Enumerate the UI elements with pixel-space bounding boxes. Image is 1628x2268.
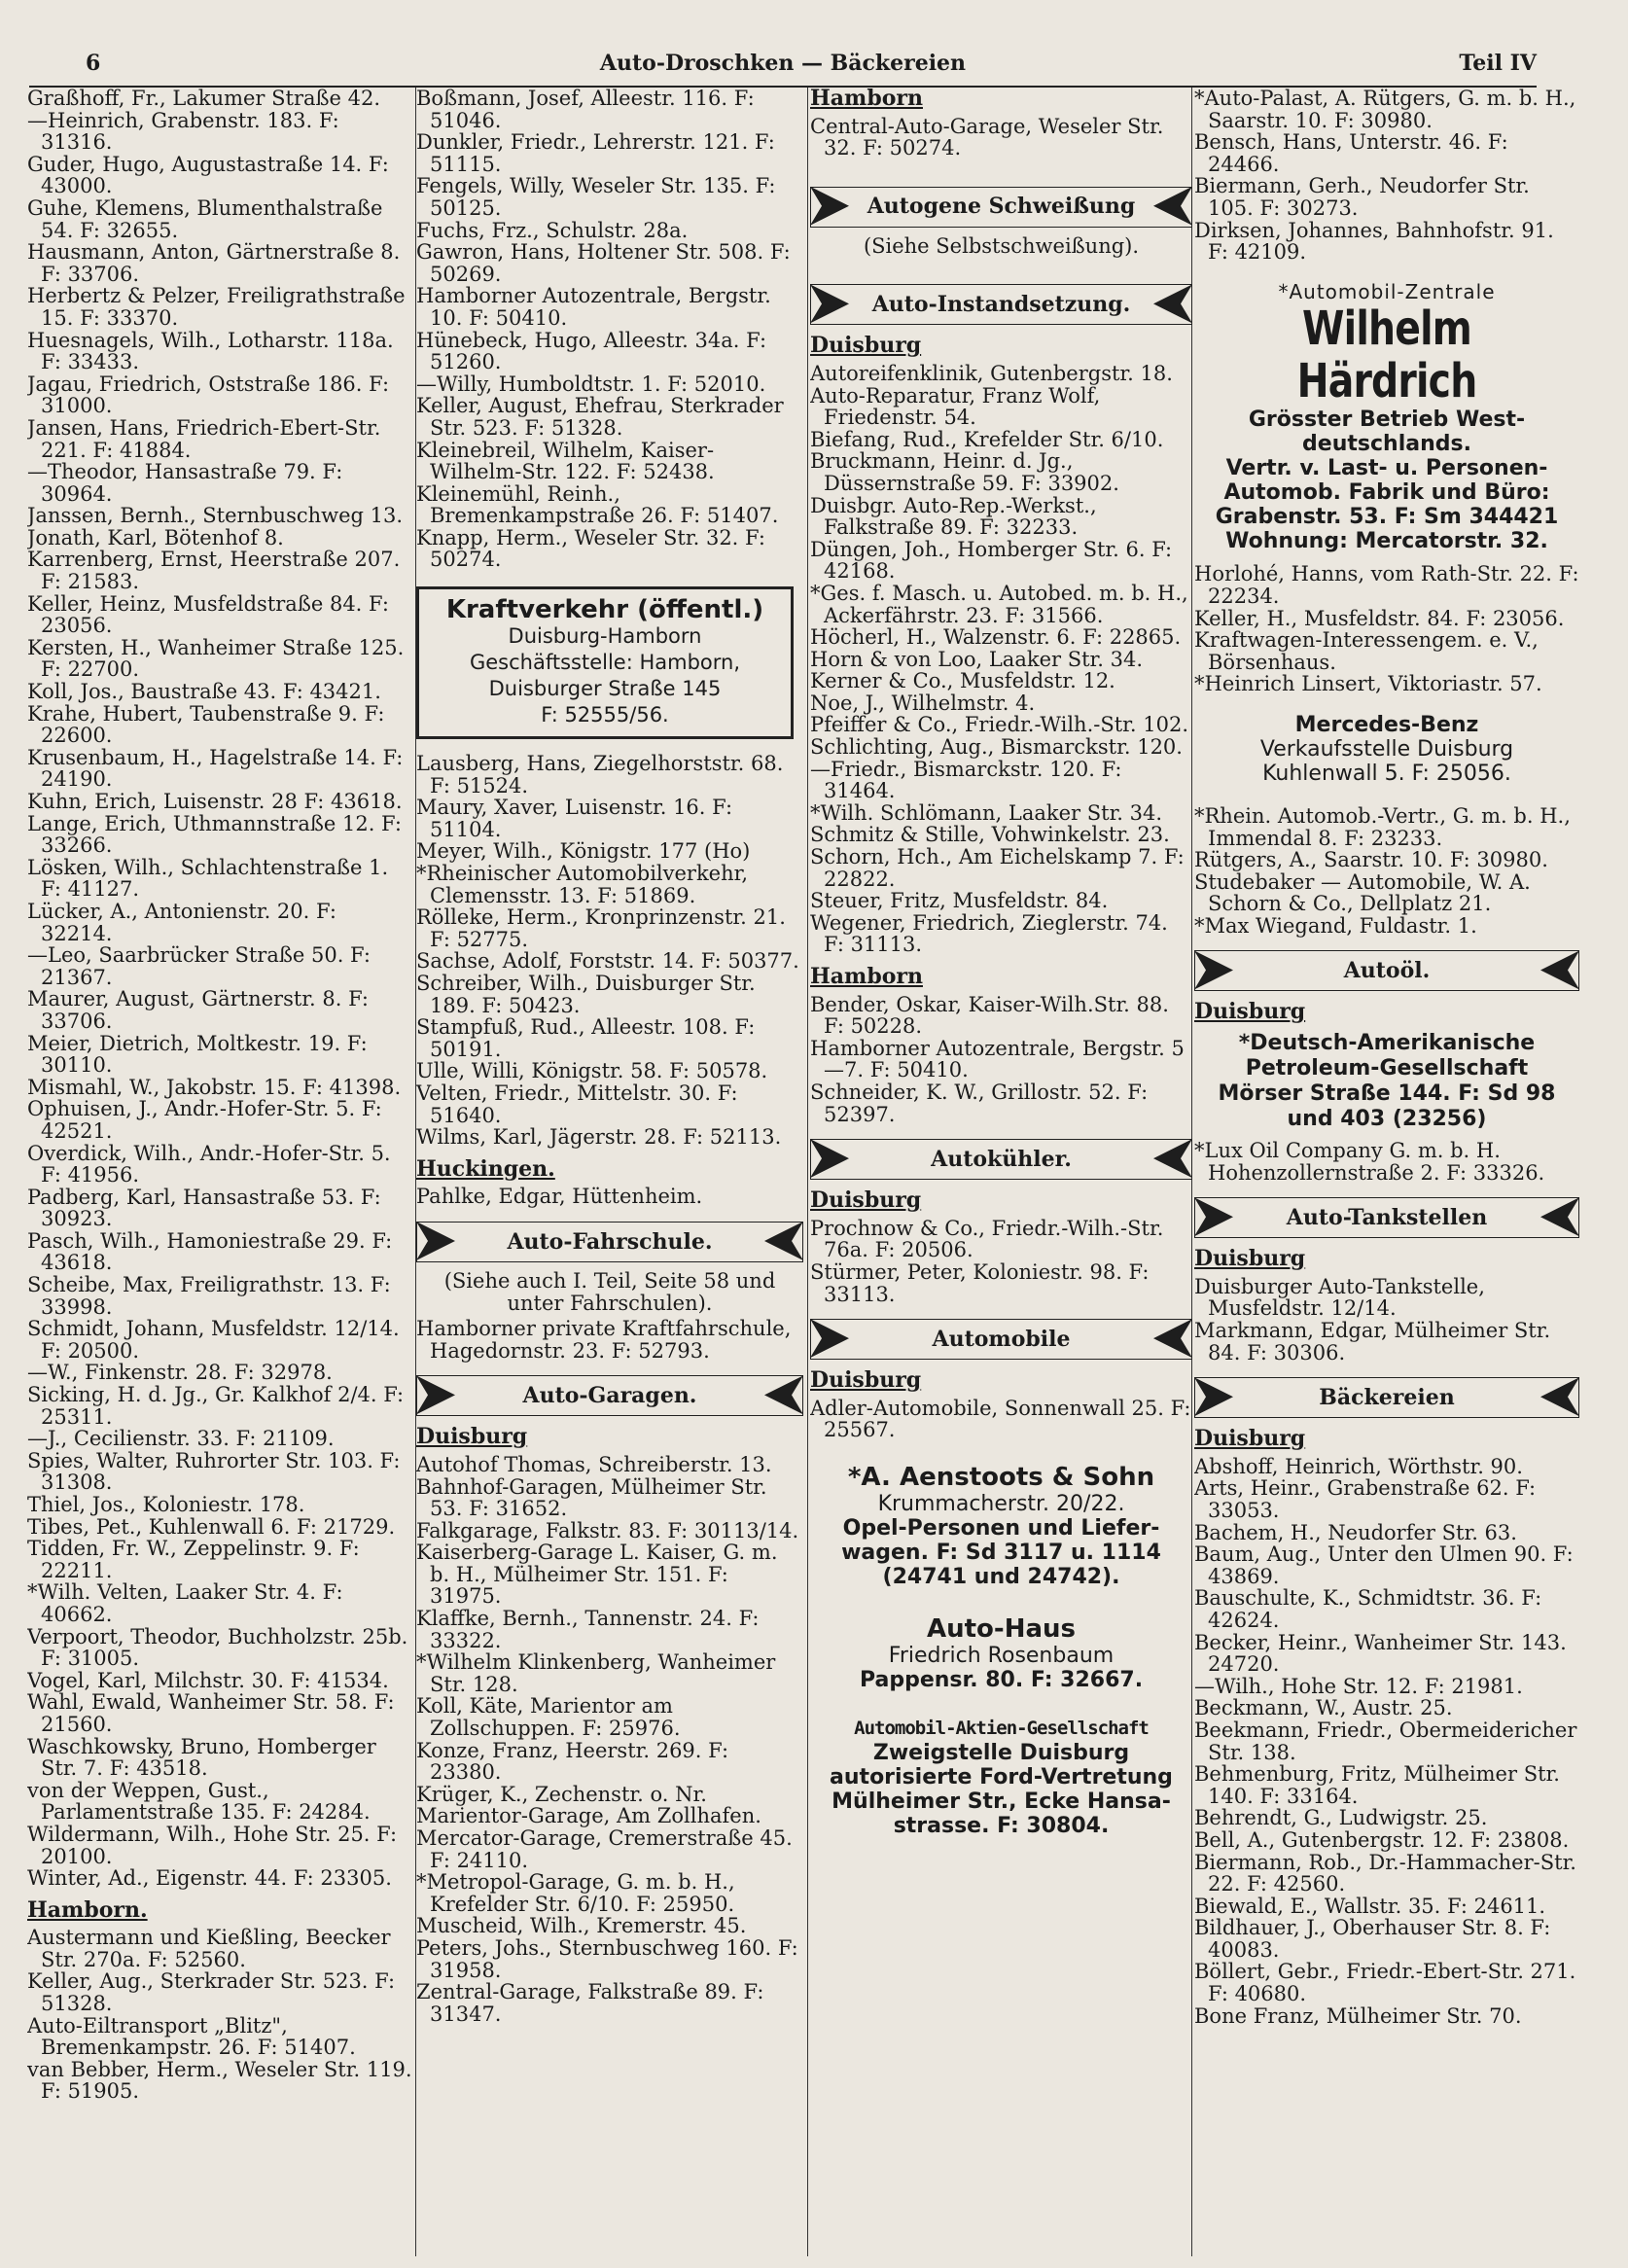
directory-entry: Huesnagels, Wilh., Lotharstr. 118a. F: 33433. bbox=[27, 328, 394, 374]
directory-entry: Dunkler, Friedr., Lehrerstr. 121. F: 51115. bbox=[416, 130, 775, 176]
directory-entry: Meyer, Wilh., Königstr. 177 (Ho) bbox=[416, 839, 751, 864]
directory-entry: Velten, Friedr., Mittelstr. 30. F: 51640. bbox=[416, 1081, 738, 1127]
directory-entry: Janssen, Bernh., Sternbuschweg 13. bbox=[27, 504, 404, 528]
directory-entry: Schmitz & Stille, Vohwinkelstr. 23. bbox=[810, 823, 1170, 847]
directory-entry: *Ges. f. Masch. u. Autobed. m. b. H., Ackerfährstr. 23. F: 31566. bbox=[810, 581, 1188, 627]
bow-ornament-icon bbox=[810, 1319, 849, 1358]
directory-entry: *Wilhelm Klinkenberg, Wanheimer Str. 128. bbox=[416, 1650, 776, 1696]
directory-entry: Jonath, Karl, Bötenhof 8. bbox=[27, 525, 284, 549]
ad-line: Geschäftsstelle: Hamborn, bbox=[469, 651, 741, 675]
directory-entry: —Friedr., Bismarckstr. 120. F: 31464. bbox=[810, 757, 1122, 803]
bow-ornament-icon bbox=[1153, 1319, 1192, 1358]
category-title: Bäckereien bbox=[1319, 1384, 1455, 1410]
ad-line: Automob. Fabrik und Büro: bbox=[1223, 480, 1550, 506]
directory-entry: Böllert, Gebr., Friedr.-Ebert-Str. 271. F: 40680. bbox=[1194, 1960, 1576, 2006]
directory-entry: Biermann, Rob., Dr.-Hammacher-Str. 22. F: 42560. bbox=[1194, 1850, 1576, 1896]
entry-list bbox=[416, 1454, 803, 2025]
directory-entry: Peters, Johs., Sternbuschweg 160. F: 31958. bbox=[416, 1935, 798, 1982]
bow-ornament-icon bbox=[1194, 1377, 1233, 1416]
section-heading-hamborn: Hamborn. bbox=[27, 1896, 148, 1923]
section-heading-huckingen: Huckingen. bbox=[416, 1155, 555, 1182]
directory-entry: Beckmann, W., Austr. 25. bbox=[1194, 1696, 1453, 1720]
ad-petroleum bbox=[1194, 1031, 1579, 1132]
directory-entry: Bone Franz, Mülheimer Str. 70. bbox=[1194, 2003, 1522, 2028]
section-heading-duisburg: Duisburg bbox=[1194, 999, 1306, 1025]
ad-line: Vertr. v. Last- u. Personen- bbox=[1225, 456, 1548, 481]
directory-entry: Fuchs, Frz., Schulstr. 28a. bbox=[416, 218, 689, 242]
bow-ornament-icon bbox=[1153, 187, 1192, 226]
ad-haerdrich bbox=[1194, 281, 1579, 554]
directory-entry: Boßmann, Josef, Alleestr. 116. F: 51046. bbox=[416, 88, 755, 132]
entry-list bbox=[416, 1318, 803, 1362]
directory-entry: Autohof Thomas, Schreiberstr. 13. bbox=[416, 1452, 772, 1476]
entry-list bbox=[1194, 563, 1579, 695]
ad-line: *Automobil-Zentrale bbox=[1278, 279, 1496, 303]
bow-ornament-icon bbox=[1540, 1197, 1579, 1236]
ad-line: Mülheimer Str., Ecke Hansa- bbox=[832, 1789, 1171, 1814]
directory-entry: Kersten, H., Wanheimer Straße 125. F: 22700. bbox=[27, 635, 405, 682]
directory-entry: Hamborner Autozentrale, Bergstr. 10. F: 50410. bbox=[416, 284, 771, 330]
entry-list bbox=[1194, 1140, 1579, 1184]
category-box-fahrschule bbox=[416, 1222, 803, 1262]
directory-entry: Jansen, Hans, Friedrich-Ebert-Str. 221. F: 41884. bbox=[27, 415, 381, 462]
column-1 bbox=[27, 88, 414, 2256]
entry-list bbox=[810, 994, 1192, 1126]
category-title: Autogene Schweißung bbox=[867, 194, 1136, 220]
category-title: Auto-Tankstellen bbox=[1286, 1204, 1488, 1230]
directory-entry: Behrendt, G., Ludwigstr. 25. bbox=[1194, 1806, 1488, 1830]
category-title: Autoöl. bbox=[1343, 958, 1431, 984]
directory-entry: Schneider, K. W., Grillostr. 52. F: 52397. bbox=[810, 1080, 1149, 1126]
directory-entry: Beekmann, Friedr., Obermeidericher Str. 138. bbox=[1194, 1718, 1577, 1764]
directory-entry: Overdick, Wilh., Andr.-Hofer-Str. 5. F: 41956. bbox=[27, 1141, 391, 1187]
ad-line: *Deutsch-Amerikanische bbox=[1238, 1031, 1536, 1056]
directory-entry: Schreiber, Wilh., Duisburger Str. 189. F: 50423. bbox=[416, 972, 756, 1017]
category-box-autooel bbox=[1194, 950, 1579, 991]
ad-line: Verkaufsstelle Duisburg bbox=[1259, 736, 1514, 762]
bow-ornament-icon bbox=[810, 187, 849, 226]
ad-line: F: 52555/56. bbox=[541, 703, 669, 727]
ad-line: Mörser Straße 144. F: Sd 98 bbox=[1218, 1081, 1556, 1107]
directory-entry: Duisbgr. Auto-Rep.-Werkst., Falkstraße 89. F: 32233. bbox=[810, 493, 1097, 540]
directory-entry: Stürmer, Peter, Koloniestr. 98. F: 33113. bbox=[810, 1259, 1150, 1306]
cross-reference-note: (Siehe Selbstschweißung). bbox=[863, 233, 1140, 258]
directory-entry: Duisburger Auto-Tankstelle, Musfeldstr. 12/14. bbox=[1194, 1274, 1485, 1321]
directory-entry: *Rhein. Automob.-Vertr., G. m. b. H., Immendal 8. F: 23233. bbox=[1194, 803, 1571, 850]
directory-entry: Maurer, August, Gärtnerstr. 8. F: 33706. bbox=[27, 987, 369, 1033]
directory-entry: *Lux Oil Company G. m. b. H. Hohenzollernstraße 2. F: 33326. bbox=[1194, 1139, 1545, 1185]
directory-entry: Wahl, Ewald, Wanheimer Str. 58. F: 21560. bbox=[27, 1690, 395, 1736]
directory-entry: Waschkowsky, Bruno, Homberger Str. 7. F: 43518. bbox=[27, 1734, 376, 1781]
directory-entry: Verpoort, Theodor, Buchholzstr. 25b. F: 31005. bbox=[27, 1624, 408, 1671]
directory-entry: Autoreifenklinik, Gutenbergstr. 18. bbox=[810, 361, 1173, 385]
section-heading-duisburg: Duisburg bbox=[810, 333, 922, 359]
ad-line: *A. Aenstoots & Sohn bbox=[847, 1462, 1155, 1492]
ad-aenstoots bbox=[810, 1463, 1192, 1589]
directory-entry: Rütgers, A., Saarstr. 10. F: 30980. bbox=[1194, 848, 1548, 872]
directory-entry: Horlohé, Hanns, vom Rath-Str. 22. F: 22234. bbox=[1194, 562, 1579, 608]
category-box-tankstellen bbox=[1194, 1197, 1579, 1238]
directory-entry: Thiel, Jos., Koloniestr. 178. bbox=[27, 1493, 305, 1516]
directory-entry: Bender, Oskar, Kaiser-Wilh.Str. 88. F: 50228. bbox=[810, 992, 1169, 1039]
ad-line: Duisburger Straße 145 bbox=[488, 677, 722, 701]
directory-entry: Mercator-Garage, Cremerstraße 45. F: 24110. bbox=[416, 1826, 793, 1872]
directory-entry: Graßhoff, Fr., Lakumer Straße 42. bbox=[27, 88, 381, 110]
entry-list bbox=[416, 753, 803, 1149]
directory-entry: *Heinrich Linsert, Viktoriastr. 57. bbox=[1194, 672, 1542, 696]
directory-entry: Bell, A., Gutenbergstr. 12. F: 23808. bbox=[1194, 1827, 1570, 1852]
column-4 bbox=[1194, 88, 1579, 2256]
entry-list bbox=[810, 116, 1192, 159]
ad-line: Grabenstr. 53. F: Sm 344421 bbox=[1215, 505, 1559, 530]
ad-line: wagen. F: Sd 3117 u. 1114 bbox=[841, 1540, 1161, 1565]
category-title: Auto-Instandsetzung. bbox=[871, 292, 1131, 318]
bow-ornament-icon bbox=[1153, 284, 1192, 323]
bow-ornament-icon bbox=[764, 1222, 803, 1260]
entry-list bbox=[27, 88, 414, 1890]
directory-entry: Keller, Heinz, Musfeldstraße 84. F: 23056. bbox=[27, 591, 389, 638]
ad-line: Kraftverkehr (öffentl.) bbox=[445, 595, 764, 625]
directory-entry: Tidden, Fr. W., Zeppelinstr. 9. F: 22211. bbox=[27, 1537, 360, 1582]
bow-ornament-icon bbox=[1153, 1139, 1192, 1178]
directory-entry: —J., Cecilienstr. 33. F: 21109. bbox=[27, 1427, 335, 1451]
directory-entry: —Wilh., Hohe Str. 12. F: 21981. bbox=[1194, 1674, 1523, 1698]
bow-ornament-icon bbox=[810, 284, 849, 323]
directory-entry: Hamborner Autozentrale, Bergstr. 5—7. F: 50410. bbox=[810, 1036, 1185, 1082]
directory-entry: Gawron, Hans, Holtener Str. 508. F: 50269. bbox=[416, 240, 791, 286]
directory-entry: Hünebeck, Hugo, Alleestr. 34a. F: 51260. bbox=[416, 328, 767, 374]
directory-entry: Horn & von Loo, Laaker Str. 34. bbox=[810, 647, 1144, 671]
directory-entry: Falkgarage, Falkstr. 83. F: 30113/14. bbox=[416, 1518, 799, 1542]
ad-line: und 403 (23256) bbox=[1287, 1107, 1487, 1132]
directory-entry: Lösken, Wilh., Schlachtenstraße 1. F: 41127. bbox=[27, 855, 389, 902]
directory-entry: Jagau, Friedrich, Oststraße 186. F: 31000. bbox=[27, 372, 390, 418]
directory-entry: Prochnow & Co., Friedr.-Wilh.-Str. 76a. F: 20506. bbox=[810, 1216, 1164, 1262]
directory-entry: Konze, Franz, Heerstr. 269. F: 23380. bbox=[416, 1738, 729, 1785]
directory-entry: *Metropol-Garage, G. m. b. H., Krefelder Str. 6/10. F: 25950. bbox=[416, 1870, 735, 1916]
directory-entry: Pfeiffer & Co., Friedr.-Wilh.-Str. 102. bbox=[810, 713, 1189, 737]
column-divider bbox=[807, 88, 808, 2256]
directory-entry: Rölleke, Herm., Kronprinzenstr. 21. F: 52775. bbox=[416, 905, 786, 951]
directory-entry: von der Weppen, Gust., Parlamentstraße 135. F: 24284. bbox=[27, 1778, 371, 1825]
directory-entry: Markmann, Edgar, Mülheimer Str. 84. F: 30306. bbox=[1194, 1319, 1551, 1364]
bow-ornament-icon bbox=[810, 1139, 849, 1178]
directory-entry: Abshoff, Heinrich, Wörthstr. 90. bbox=[1194, 1454, 1523, 1478]
category-title: Auto-Fahrschule. bbox=[507, 1228, 713, 1255]
directory-entry: *Wilh. Velten, Laaker Str. 4. F: 40662. bbox=[27, 1580, 343, 1626]
directory-entry: Dirksen, Johannes, Bahnhofstr. 91. F: 42109. bbox=[1194, 218, 1554, 265]
directory-entry: Biefang, Rud., Krefelder Str. 6/10. bbox=[810, 427, 1164, 451]
directory-entry: Wilms, Karl, Jägerstr. 28. F: 52113. bbox=[416, 1125, 782, 1150]
ad-line: deutschlands. bbox=[1302, 432, 1471, 457]
section-heading-duisburg: Duisburg bbox=[1194, 1246, 1306, 1272]
directory-entry: Knapp, Herm., Weseler Str. 32. F: 50274. bbox=[416, 525, 765, 572]
bow-ornament-icon bbox=[1194, 1197, 1233, 1236]
directory-entry: Kleinebreil, Wilhelm, Kaiser-Wilhelm-Str. 122. F: 52438. bbox=[416, 438, 715, 484]
page-number: 6 bbox=[86, 51, 101, 76]
bow-ornament-icon bbox=[1540, 1377, 1579, 1416]
bow-ornament-icon bbox=[416, 1375, 455, 1414]
directory-entry: Kuhn, Erich, Luisenstr. 28 F: 43618. bbox=[27, 790, 403, 813]
bow-ornament-icon bbox=[1194, 950, 1233, 989]
ad-line: Wilhelm Härdrich bbox=[1296, 301, 1477, 409]
section-heading-duisburg: Duisburg bbox=[416, 1424, 528, 1450]
directory-entry: Schorn, Hch., Am Eichelskamp 7. F: 22822. bbox=[810, 845, 1185, 891]
directory-entry: Ophuisen, J., Andr.-Hofer-Str. 5. F: 42521. bbox=[27, 1097, 382, 1143]
directory-entry: Auto-Eiltransport „Blitz", Bremenkampstr. 26. F: 51407. bbox=[27, 2013, 356, 2060]
section-heading-hamborn: Hamborn bbox=[810, 964, 923, 989]
directory-entry: Bauschulte, K., Schmidtstr. 36. F: 42624. bbox=[1194, 1586, 1542, 1632]
ad-line: (24741 und 24742). bbox=[882, 1564, 1120, 1589]
category-box-baeckereien bbox=[1194, 1377, 1579, 1418]
section-heading-duisburg: Duisburg bbox=[810, 1367, 922, 1394]
directory-entry: Biewald, E., Wallstr. 35. F: 24611. bbox=[1194, 1894, 1546, 1918]
directory-entry: Noe, J., Wilhelmstr. 4. bbox=[810, 691, 1036, 715]
entry-list bbox=[27, 1927, 414, 2103]
directory-entry: Muscheid, Wilh., Kremerstr. 45. bbox=[416, 1914, 747, 1938]
directory-entry: Koll, Käte, Marientor am Zollschuppen. F: 25976. bbox=[416, 1694, 681, 1741]
directory-entry: Central-Auto-Garage, Weseler Str. 32. F: 50274. bbox=[810, 114, 1164, 160]
directory-entry: —Theodor, Hansastraße 79. F: 30964. bbox=[27, 460, 343, 506]
directory-entry: —Leo, Saarbrücker Straße 50. F: 21367. bbox=[27, 943, 371, 989]
directory-entry: —Willy, Humboldtstr. 1. F: 52010. bbox=[416, 372, 766, 396]
directory-entry: Bruckmann, Heinr. d. Jg., Düssernstraße 59. F: 33902. bbox=[810, 449, 1119, 495]
ad-line: Kuhlenwall 5. F: 25056. bbox=[1262, 761, 1511, 786]
ad-line: Krummacherstr. 20/22. bbox=[877, 1491, 1125, 1516]
directory-entry: Studebaker — Automobile, W. A. Schorn & Co., Dellplatz 21. bbox=[1194, 869, 1531, 916]
directory-entry: —W., Finkenstr. 28. F: 32978. bbox=[27, 1361, 333, 1385]
directory-entry: Winter, Ad., Eigenstr. 44. F: 23305. bbox=[27, 1866, 392, 1891]
category-box-automobile bbox=[810, 1319, 1192, 1360]
directory-entry: Guder, Hugo, Augustastraße 14. F: 43000. bbox=[27, 152, 389, 198]
entry-list bbox=[810, 363, 1192, 956]
directory-entry: Keller, H., Musfeldstr. 84. F: 23056. bbox=[1194, 606, 1565, 630]
ad-line: Petroleum-Gesellschaft bbox=[1245, 1056, 1529, 1081]
directory-entry: Wildermann, Wilh., Hohe Str. 25. F: 20100. bbox=[27, 1822, 398, 1868]
directory-entry: Ulle, Willi, Königstr. 58. F: 50578. bbox=[416, 1059, 768, 1083]
entry-list bbox=[1194, 1456, 1579, 2027]
part-label: Teil IV bbox=[1459, 51, 1537, 76]
directory-entry: Biermann, Gerh., Neudorfer Str. 105. F: 30273. bbox=[1194, 174, 1530, 220]
bow-ornament-icon bbox=[416, 1222, 455, 1260]
directory-entry: Stampfuß, Rud., Alleestr. 108. F: 50191. bbox=[416, 1015, 756, 1061]
ad-line: Auto-Haus bbox=[926, 1613, 1076, 1644]
directory-entry: Keller, August, Ehefrau, Sterkrader Str. 523. F: 51328. bbox=[416, 394, 784, 440]
bow-ornament-icon bbox=[764, 1375, 803, 1414]
directory-entry: *Wilh. Schlömann, Laaker Str. 34. bbox=[810, 800, 1163, 825]
directory-entry: Schlichting, Aug., Bismarckstr. 120. bbox=[810, 735, 1183, 760]
directory-entry: Koll, Jos., Baustraße 43. F: 43421. bbox=[27, 680, 381, 704]
cross-reference-note: (Siehe auch I. Teil, Seite 58 und unter Fahrschulen). bbox=[443, 1268, 776, 1315]
ad-line: strasse. F: 30804. bbox=[893, 1813, 1110, 1838]
directory-entry: Pasch, Wilh., Hamoniestraße 29. F: 43618. bbox=[27, 1228, 393, 1275]
directory-entry: Vogel, Karl, Milchstr. 30. F: 41534. bbox=[27, 1668, 389, 1692]
entry-list bbox=[810, 1398, 1192, 1441]
directory-entry: van Bebber, Herm., Weseler Str. 119. F: 51905. bbox=[27, 2057, 412, 2104]
category-box-instandsetzung bbox=[810, 284, 1192, 325]
directory-entry: Padberg, Karl, Hansastraße 53. F: 30923. bbox=[27, 1185, 381, 1231]
directory-entry: Wegener, Friedrich, Zieglerstr. 74. F: 31113. bbox=[810, 910, 1168, 957]
directory-entry: Höcherl, H., Walzenstr. 6. F: 22865. bbox=[810, 625, 1182, 650]
ad-line: Friedrich Rosenbaum bbox=[888, 1643, 1115, 1668]
section-heading-duisburg: Duisburg bbox=[1194, 1426, 1306, 1452]
directory-entry: Tibes, Pet., Kuhlenwall 6. F: 21729. bbox=[27, 1514, 396, 1539]
section-heading-duisburg: Duisburg bbox=[810, 1187, 922, 1214]
directory-entry: Spies, Walter, Ruhrorter Str. 103. F: 31308. bbox=[27, 1448, 401, 1495]
directory-entry: Auto-Reparatur, Franz Wolf, Friedenstr. 54. bbox=[810, 383, 1101, 430]
ad-line: Opel-Personen und Liefer- bbox=[842, 1515, 1160, 1541]
page-header bbox=[29, 51, 1537, 88]
directory-entry: Steuer, Fritz, Musfeldstr. 84. bbox=[810, 889, 1109, 913]
directory-entry: Karrenberg, Ernst, Heerstraße 207. F: 21583. bbox=[27, 548, 401, 594]
column-3 bbox=[810, 88, 1192, 2256]
ad-autohaus bbox=[810, 1614, 1192, 1692]
directory-entry: Hausmann, Anton, Gärtnerstraße 8. F: 33706. bbox=[27, 240, 401, 286]
ad-line: Wohnung: Mercatorstr. 32. bbox=[1225, 529, 1548, 554]
directory-entry: Kerner & Co., Musfeldstr. 12. bbox=[810, 669, 1115, 693]
ad-ford-aktien bbox=[810, 1716, 1192, 1838]
directory-entry: Adler-Automobile, Sonnenwall 25. F: 25567. bbox=[810, 1396, 1191, 1442]
directory-entry: Krusenbaum, H., Hagelstraße 14. F: 24190. bbox=[27, 745, 404, 792]
section-heading-hamborn: Hamborn bbox=[810, 88, 923, 111]
directory-entry: Maury, Xaver, Luisenstr. 16. F: 51104. bbox=[416, 796, 733, 841]
ad-line: Pappensr. 80. F: 32667. bbox=[859, 1667, 1144, 1692]
ad-kraftverkehr bbox=[416, 586, 794, 739]
category-title: Autokühler. bbox=[931, 1146, 1072, 1172]
directory-entry: Bensch, Hans, Unterstr. 46. F: 24466. bbox=[1194, 130, 1508, 176]
ad-line: Grösster Betrieb West- bbox=[1248, 408, 1526, 433]
bow-ornament-icon bbox=[1540, 950, 1579, 989]
entry-list bbox=[416, 88, 803, 571]
directory-entry: *Auto-Palast, A. Rütgers, G. m. b. H., Saarstr. 10. F: 30980. bbox=[1194, 88, 1576, 132]
directory-entry: Baum, Aug., Unter den Ulmen 90. F: 43869. bbox=[1194, 1542, 1574, 1588]
directory-entry: Sicking, H. d. Jg., Gr. Kalkhof 2/4. F: 25311. bbox=[27, 1383, 405, 1429]
directory-entry: Lange, Erich, Uthmannstraße 12. F: 33266. bbox=[27, 811, 402, 858]
ad-line: Mercedes-Benz bbox=[1294, 712, 1479, 737]
directory-entry: Mismahl, W., Jakobstr. 15. F: 41398. bbox=[27, 1075, 402, 1099]
directory-entry: Kraftwagen-Interessengem. e. V., Börsenhaus. bbox=[1194, 628, 1539, 674]
directory-entry: Marientor-Garage, Am Zollhafen. bbox=[416, 1804, 761, 1828]
ad-line: Automobil-Aktien-Gesellschaft bbox=[854, 1717, 1149, 1739]
directory-entry: Austermann und Kießling, Beecker Str. 270a. F: 52560. bbox=[27, 1926, 391, 1971]
directory-entry: Bahnhof-Garagen, Mülheimer Str. 53. F: 31652. bbox=[416, 1474, 767, 1521]
directory-entry: Düngen, Joh., Homberger Str. 6. F: 42168. bbox=[810, 537, 1173, 584]
directory-entry: Kaiserberg-Garage L. Kaiser, G. m. b. H., Mülheimer Str. 151. F: 31975. bbox=[416, 1541, 778, 1609]
directory-entry: Keller, Aug., Sterkrader Str. 523. F: 51328. bbox=[27, 1969, 396, 2016]
entry-list bbox=[1194, 88, 1579, 264]
directory-entry: Behmenburg, Fritz, Mülheimer Str. 140. F: 33164. bbox=[1194, 1762, 1560, 1808]
category-box-schweissung bbox=[810, 187, 1192, 228]
category-box-kuehler bbox=[810, 1139, 1192, 1180]
directory-entry: Arts, Heinr., Grabenstraße 62. F: 33053. bbox=[1194, 1476, 1537, 1522]
directory-entry: *Max Wiegand, Fuldastr. 1. bbox=[1194, 913, 1477, 938]
directory-entry: Bildhauer, J., Oberhauser Str. 8. F: 40083. bbox=[1194, 1916, 1551, 1962]
directory-entry: Hamborner private Kraftfahrschule, Hagedornstr. 23. F: 52793. bbox=[416, 1317, 792, 1363]
directory-entry: Klaffke, Bernh., Tannenstr. 24. F: 33322. bbox=[416, 1607, 760, 1652]
page-title: Auto-Droschken — Bäckereien bbox=[599, 51, 967, 76]
category-box-garagen bbox=[416, 1375, 803, 1416]
directory-entry: Herbertz & Pelzer, Freiligrathstraße 15. F: 33370. bbox=[27, 284, 406, 330]
entry-list bbox=[810, 1218, 1192, 1305]
category-title: Auto-Garagen. bbox=[522, 1383, 697, 1409]
directory-entry: Kleinemühl, Reinh., Bremenkampstraße 26. F: 51407. bbox=[416, 481, 779, 528]
ad-line: autorisierte Ford-Vertretung bbox=[830, 1764, 1173, 1790]
directory-entry: Guhe, Klemens, Blumenthalstraße 54. F: 32655. bbox=[27, 195, 383, 242]
directory-entry: Lausberg, Hans, Ziegelhorststr. 68. F: 51524. bbox=[416, 752, 784, 797]
directory-entry: Krahe, Hubert, Taubenstraße 9. F: 22600. bbox=[27, 701, 385, 748]
directory-entry: Scheibe, Max, Freiligrathstr. 13. F: 33998. bbox=[27, 1273, 391, 1319]
directory-entry: Lücker, A., Antonienstr. 20. F: 32214. bbox=[27, 899, 336, 945]
entry-list bbox=[1194, 805, 1579, 938]
directory-entry: Fengels, Willy, Weseler Str. 135. F: 50125. bbox=[416, 174, 776, 220]
ad-line: Duisburg-Hamborn bbox=[508, 624, 702, 649]
directory-entry: —Heinrich, Grabenstr. 183. F: 31316. bbox=[27, 108, 339, 155]
directory-entry: Pahlke, Edgar, Hüttenheim. bbox=[416, 1185, 703, 1209]
category-title: Automobile bbox=[932, 1326, 1071, 1352]
column-2 bbox=[416, 88, 803, 2256]
directory-entry: *Rheinischer Automobilverkehr, Clemensstr. 13. F: 51869. bbox=[416, 862, 749, 907]
directory-entry: Bachem, H., Neudorfer Str. 63. bbox=[1194, 1520, 1517, 1544]
ad-mercedes bbox=[1194, 713, 1579, 786]
directory-entry: Schmidt, Johann, Musfeldstr. 12/14. F: 20500. bbox=[27, 1317, 400, 1363]
directory-entry: Becker, Heinr., Wanheimer Str. 143. 24720. bbox=[1194, 1630, 1567, 1677]
entry-list bbox=[416, 1186, 803, 1208]
entry-list bbox=[1194, 1276, 1579, 1364]
directory-entry: Zentral-Garage, Falkstraße 89. F: 31347. bbox=[416, 1980, 764, 2026]
directory-entry: Sachse, Adolf, Forststr. 14. F: 50377. bbox=[416, 949, 799, 974]
ad-line: Zweigstelle Duisburg bbox=[872, 1740, 1130, 1765]
directory-entry: Krüger, K., Zechenstr. o. Nr. bbox=[416, 1782, 707, 1806]
directory-entry: Meier, Dietrich, Moltkestr. 19. F: 30110. bbox=[27, 1031, 368, 1078]
